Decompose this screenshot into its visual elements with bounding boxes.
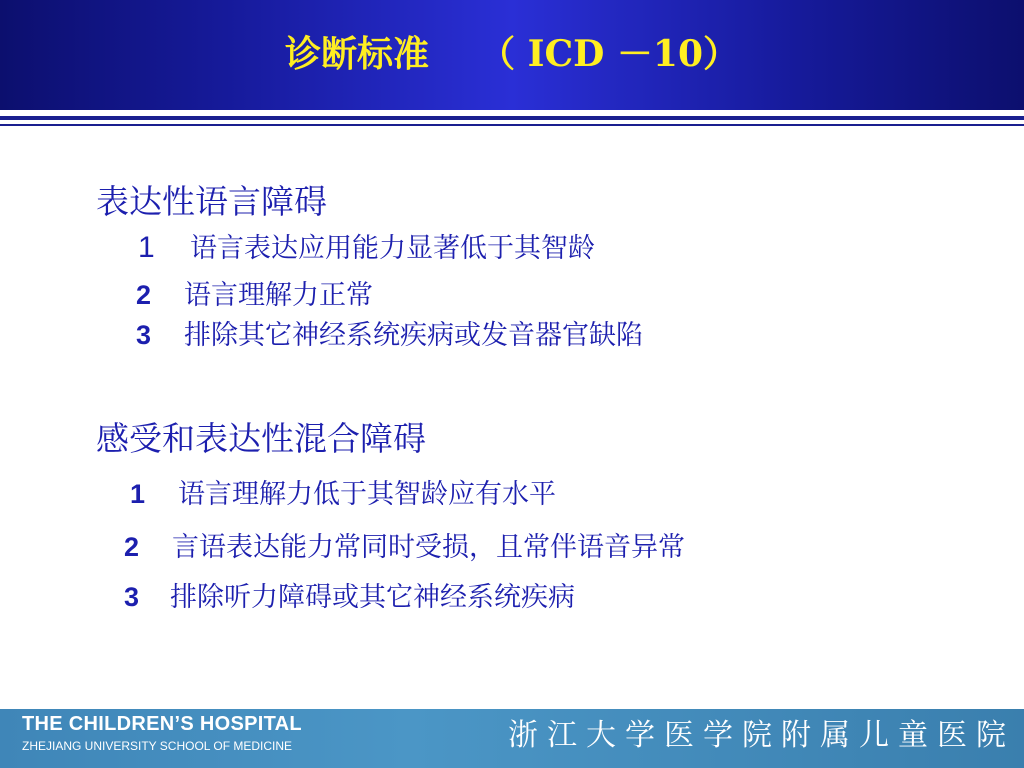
item-number: 1 (138, 231, 155, 264)
item-text: 排除其它神经系统疾病或发音器官缺陷 (184, 320, 643, 351)
slide-title: 诊断标准 （ ICD －10） (284, 33, 739, 75)
item-number: 3 (124, 582, 140, 612)
hospital-english-name: THE CHILDREN’S HOSPITAL (22, 713, 302, 735)
list-item (136, 279, 373, 312)
item-text: 排除听力障碍或其它神经系统疾病 (170, 582, 575, 613)
list-item (136, 319, 643, 352)
item-number: 1 (130, 479, 146, 509)
title-divider-thin (0, 124, 1024, 126)
item-text: 语言理解力低于其智龄应有水平 (178, 479, 556, 510)
item-number: 3 (136, 320, 152, 350)
school-english-name: ZHEJIANG UNIVERSITY SCHOOL OF MEDICINE (22, 739, 293, 753)
item-text: 语言表达应用能力显著低于其智龄 (190, 233, 595, 264)
item-text: 语言理解力正常 (184, 280, 373, 311)
list-item (138, 232, 595, 265)
section-heading-expressive: 表达性语言障碍 (96, 182, 327, 221)
item-number: 2 (124, 532, 140, 562)
list-item (130, 478, 556, 511)
title-divider-thick (0, 116, 1024, 120)
list-item (124, 581, 575, 614)
item-number: 2 (136, 280, 152, 310)
item-text: 言语表达能力常同时受损，且常伴语音异常 (172, 532, 685, 563)
list-item (124, 531, 685, 564)
hospital-chinese-name: 浙江大学医学院附属儿童医院 (508, 718, 1015, 753)
section-heading-mixed: 感受和表达性混合障碍 (96, 419, 426, 458)
